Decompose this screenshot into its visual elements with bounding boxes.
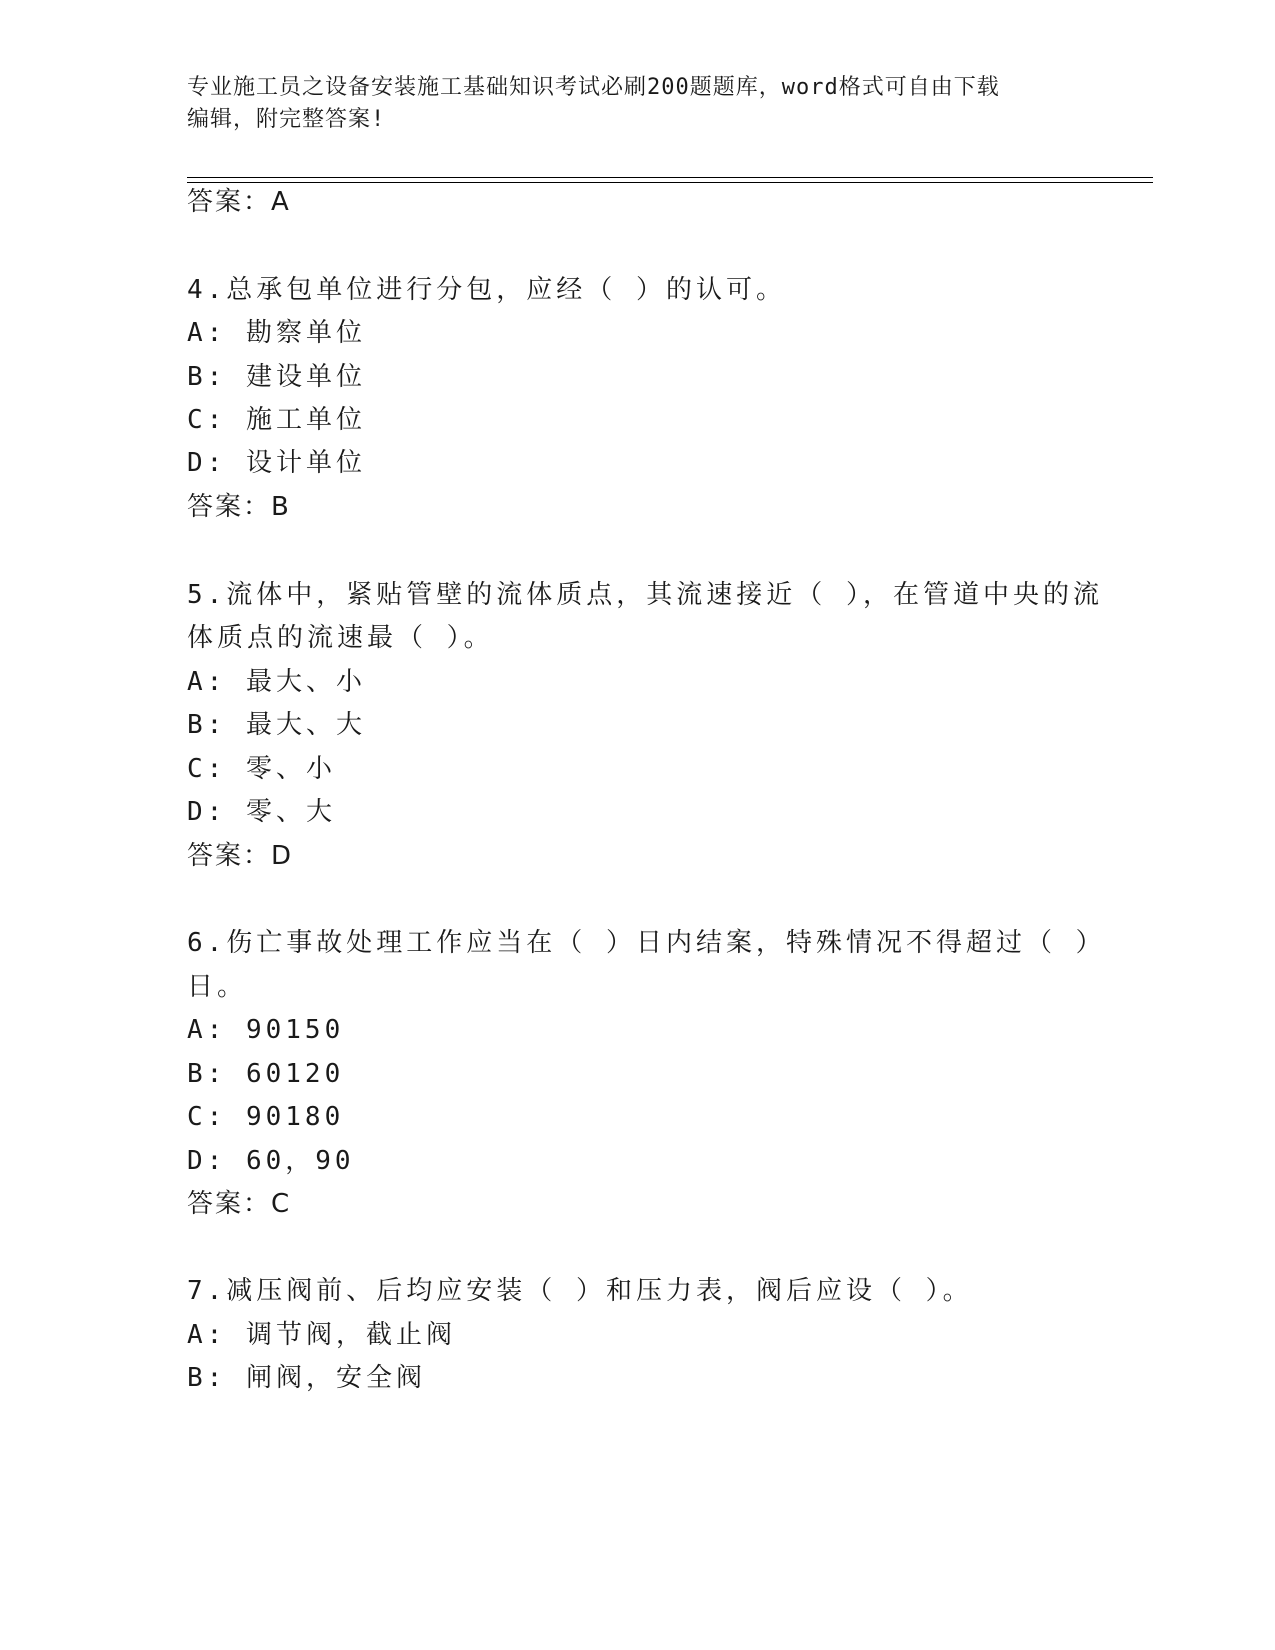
question-4-option-c: C: 施工单位 [187,405,366,435]
question-5-stem-line-1: 5.流体中，紧贴管壁的流体质点，其流速接近（ ），在管道中央的流 [187,580,1103,610]
question-5-stem-line-2: 体质点的流速最（ ）。 [187,623,494,653]
header-divider-bottom [187,182,1153,183]
document-header [187,72,1067,136]
question-6-option-c: C: 90180 [187,1102,345,1132]
question-6-answer: 答案：C [187,1189,292,1219]
question-4-answer: 答案：B [187,492,291,522]
question-7-stem: 7.减压阀前、后均应安装（ ）和压力表，阀后应设（ ）。 [187,1276,973,1306]
question-6-stem-line-2: 日。 [187,972,248,1002]
question-7-option-b: B: 闸阀，安全阀 [187,1363,426,1393]
question-5-option-a: A: 最大、小 [187,667,366,697]
question-5-answer: 答案：D [187,841,294,871]
header-line-2: 编辑，附完整答案! [187,107,386,132]
question-6-option-b: B: 60120 [187,1059,345,1089]
question-4-option-d: D: 设计单位 [187,448,366,478]
question-5-option-b: B: 最大、大 [187,710,366,740]
question-6-option-d: D: 60，90 [187,1146,355,1176]
question-5-option-c: C: 零、小 [187,754,336,784]
question-4-option-a: A: 勘察单位 [187,318,366,348]
question-4-stem: 4.总承包单位进行分包，应经（ ）的认可。 [187,275,786,305]
question-6-stem-line-1: 6.伤亡事故处理工作应当在（ ）日内结案，特殊情况不得超过（ ） [187,928,1106,958]
header-line-1: 专业施工员之设备安装施工基础知识考试必刷200题题库，word格式可自由下载 [187,75,1000,100]
question-7-option-a: A: 调节阀，截止阀 [187,1320,456,1350]
question-4-option-b: B: 建设单位 [187,362,366,392]
question-6-option-a: A: 90150 [187,1015,345,1045]
header-divider-top [187,177,1153,178]
previous-answer: 答案：A [187,187,291,217]
question-5-option-d: D: 零、大 [187,797,336,827]
